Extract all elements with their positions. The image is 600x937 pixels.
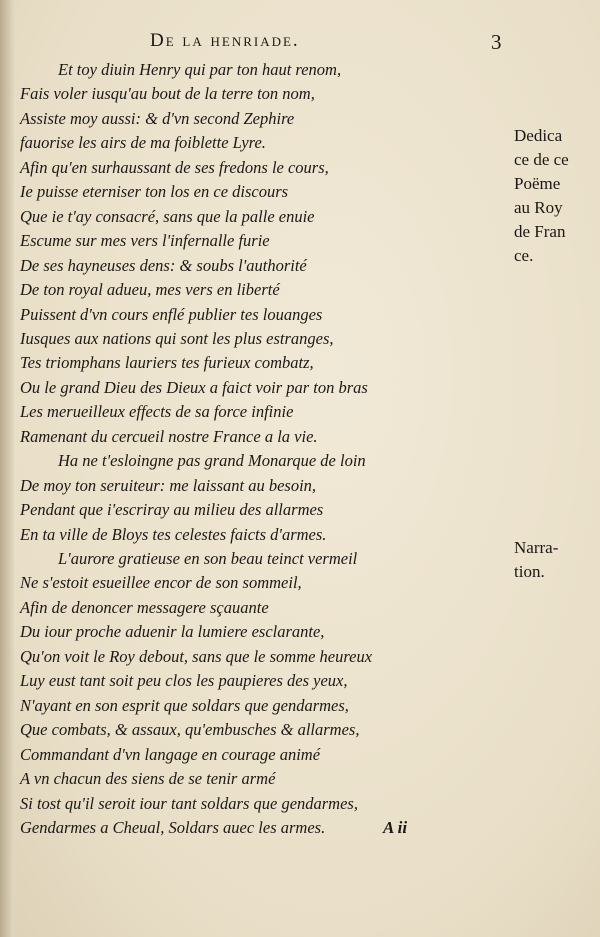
verse-line: A vn chacun des siens de se tenir armé (20, 769, 276, 789)
margin-note-line: ce de ce (514, 150, 569, 169)
running-header: De la henriade. (150, 30, 300, 51)
margin-note-line: ce. (514, 246, 534, 265)
verse-line: Qu'on voit le Roy debout, sans que le somme heureux (20, 646, 373, 666)
verse-line: Ha ne t'esloingne pas grand Monarque de loin (58, 451, 366, 471)
verse-line: Iusques aux nations qui sont les plus estranges, (20, 328, 334, 348)
verse-line: Que combats, & assaux, qu'embusches & allarmes, (20, 720, 360, 740)
verse-line: Ou le grand Dieu des Dieux a faict voir par ton bras (20, 377, 368, 397)
verse-line: Pendant que i'escriray au milieu des allarmes (20, 500, 324, 520)
verse-line: De ses hayneuses dens: & soubs l'authorité (20, 255, 307, 275)
verse-line: Escume sur mes vers l'infernalle furie (20, 231, 270, 251)
verse-line: Afin qu'en surhaussant de ses fredons le cours, (20, 157, 329, 177)
margin-note-line: Dedica (514, 126, 563, 145)
margin-note-line: au Roy (514, 198, 563, 217)
verse-line: Assiste moy aussi: & d'vn second Zephire (20, 108, 295, 128)
verse-line: Fais voler iusqu'au bout de la terre ton nom, (20, 84, 315, 104)
verse-line: Afin de denoncer messagere sçauante (20, 597, 269, 617)
verse-line: Les merueilleux effects de sa force infinie (20, 402, 294, 422)
margin-note-narration (514, 536, 594, 584)
page-gutter-shadow (0, 0, 14, 937)
verse-line: Commandant d'vn langage en courage animé (20, 744, 321, 764)
verse-line: Ne s'estoit esueillee encor de son sommeil, (20, 573, 302, 593)
verse-line: En ta ville de Bloys tes celestes faicts d'armes. (20, 524, 327, 544)
verse-line: fauorise les airs de ma foiblette Lyre. (20, 133, 266, 153)
page-number: 3 (491, 30, 502, 54)
verse-line: L'aurore gratieuse en son beau teinct vermeil (58, 549, 358, 568)
verse-line: Gendarmes a Cheual, Soldars auec les armes. (20, 817, 326, 837)
verse-line: De ton royal adueu, mes vers en liberté (20, 280, 280, 300)
margin-note-dedication (514, 124, 594, 268)
verse-line: De moy ton seruiteur: me laissant au besoin, (20, 475, 317, 495)
verse-line: Luy eust tant soit peu clos les paupieres des yeux, (20, 671, 348, 691)
verse-line: Tes triomphans lauriers tes furieux combatz, (20, 353, 314, 373)
signature-mark: A ii (383, 818, 408, 837)
margin-note-line: de Fran (514, 222, 566, 241)
margin-note-line: tion. (514, 562, 545, 581)
verse-line: Si tost qu'il seroit iour tant soldars que gendarmes, (20, 793, 358, 813)
verse-line: Puissent d'vn cours enflé publier tes louanges (20, 304, 323, 324)
margin-note-line: Narra- (514, 538, 559, 557)
verse-line: Ramenant du cercueil nostre France a la vie. (20, 426, 318, 446)
verse-line: N'ayant en son esprit que soldars que gendarmes, (20, 695, 349, 715)
verse-line: Du iour proche aduenir la lumiere esclarante, (20, 622, 325, 642)
verse-line: Et toy diuin Henry qui par ton haut renom, (58, 60, 342, 79)
margin-note-line: Poëme (514, 174, 561, 193)
verse-line: Ie puisse eterniser ton los en ce discours (20, 182, 289, 202)
verse-line: Que ie t'ay consacré, sans que la palle enuie (20, 206, 315, 226)
